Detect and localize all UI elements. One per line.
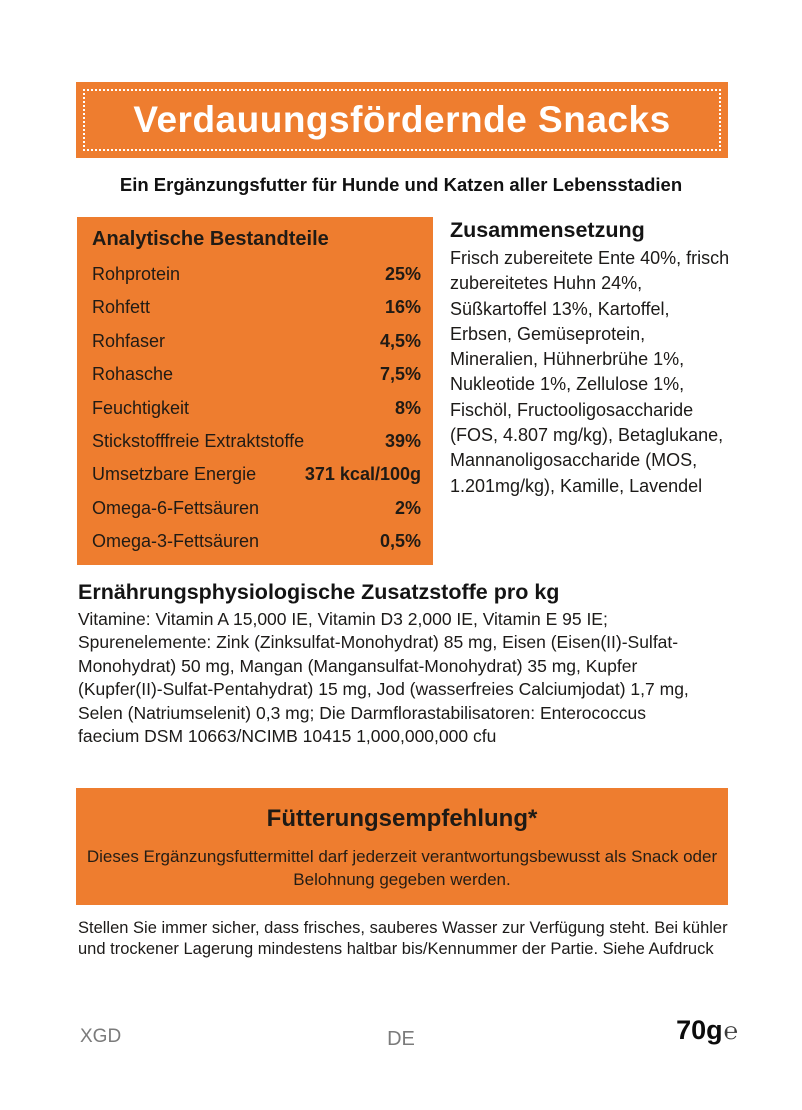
row-label: Feuchtigkeit: [92, 397, 190, 418]
analytical-title: Analytische Bestandteile: [92, 228, 329, 250]
row-label: Omega-6-Fettsäuren: [92, 497, 260, 518]
row-label: Omega-3-Fettsäuren: [92, 531, 260, 552]
row-value: 39%: [384, 430, 421, 451]
row-label: Rohfett: [92, 297, 151, 318]
additives-title: Ernährungsphysiologische Zusatzstoffe pro kg: [78, 580, 560, 604]
row-value: 8%: [394, 397, 421, 418]
row-value: 25%: [384, 264, 421, 284]
analytical-panel: [77, 217, 433, 565]
feeding-panel: [76, 788, 728, 905]
row-value: 2%: [394, 497, 421, 518]
additives-text: Vitamine: Vitamin A 15,000 IE, Vitamin D3 2,000 IE, Vitamin E 95 IE; Spurenelemente: Zink (Zinksulfat-Monohydrat) 85 mg, Eisen (Eisen(II)-Sulfat-Monohydrat) 50 mg, Mangan (Mangansulfat-Monohydrat) 35 mg, Kupfer (Kupfer(II)-Sulfat-Pentahydrat) 15 mg, Jod (wasserfreies Calciumjodat) 1,7 mg, Selen (Natriumselenit) 0,3 mg; Die Darmflorastabilisatoren: Enterococcus faecium DSM 10663/NCIMB 10415 1,000,000,000 cfu: [78, 609, 689, 747]
product-title: Verdauungsfördernde Snacks: [133, 99, 671, 140]
net-weight-value: 70g: [676, 1015, 723, 1045]
analytical-row: [92, 458, 421, 491]
row-value: 371 kcal/100g: [304, 464, 421, 485]
footer-brand: XGD: [80, 1026, 122, 1047]
feeding-text: Dieses Ergänzungsfuttermittel darf jederzeit verantwortungsbewusst als Snack oder Belohnung gegeben werden.: [86, 847, 718, 889]
composition-section: [450, 218, 734, 499]
analytical-row: [92, 325, 421, 358]
additives-section: [78, 580, 734, 748]
row-value: 7,5%: [379, 364, 421, 385]
feeding-title: Fütterungsempfehlung*: [266, 805, 538, 832]
analytical-row: [92, 392, 421, 425]
row-label: Rohfaser: [92, 330, 166, 351]
estimated-sign: ℮: [723, 1018, 738, 1045]
composition-title: Zusammensetzung: [450, 218, 645, 242]
product-subtitle: Ein Ergänzungsfutter für Hunde und Katzen aller Lebensstadien: [119, 174, 683, 195]
row-value: 4,5%: [379, 330, 421, 351]
composition-text: Frisch zubereitete Ente 40%, frisch zubereitetes Huhn 24%, Süßkartoffel 13%, Kartoffel, Erbsen, Gemüseprotein, Mineralien, Hühnerbrühe 1%, Nukleotide 1%, Zellulose 1%, Fischöl, Fructooligosaccharide (FOS, 4.807 mg/kg), Betaglukane, Mannanoligosaccharide (MOS, 1.201mg/kg), Kamille, Lavendel: [450, 248, 730, 496]
row-label: Stickstofffreie Extraktstoffe: [92, 430, 305, 451]
analytical-row: [92, 492, 421, 525]
row-value: 0,5%: [379, 531, 421, 552]
analytical-row: [92, 525, 421, 558]
storage-note: Stellen Sie immer sicher, dass frisches, sauberes Wasser zur Verfügung steht. Bei kühler und trockener Lagerung mindestens haltbar bis/Kennummer der Partie. Siehe Aufdruck: [78, 919, 728, 958]
net-weight: [676, 1015, 738, 1046]
row-label: Rohasche: [92, 364, 174, 385]
analytical-row: [92, 425, 421, 458]
analytical-row: [92, 358, 421, 391]
row-value: 16%: [384, 297, 421, 318]
row-label: Umsetzbare Energie: [92, 464, 257, 485]
footer-language-code: DE: [387, 1028, 415, 1050]
row-label: Rohprotein: [92, 264, 181, 284]
analytical-row: [92, 291, 421, 324]
analytical-row: [92, 258, 421, 291]
header-banner: [76, 82, 728, 158]
